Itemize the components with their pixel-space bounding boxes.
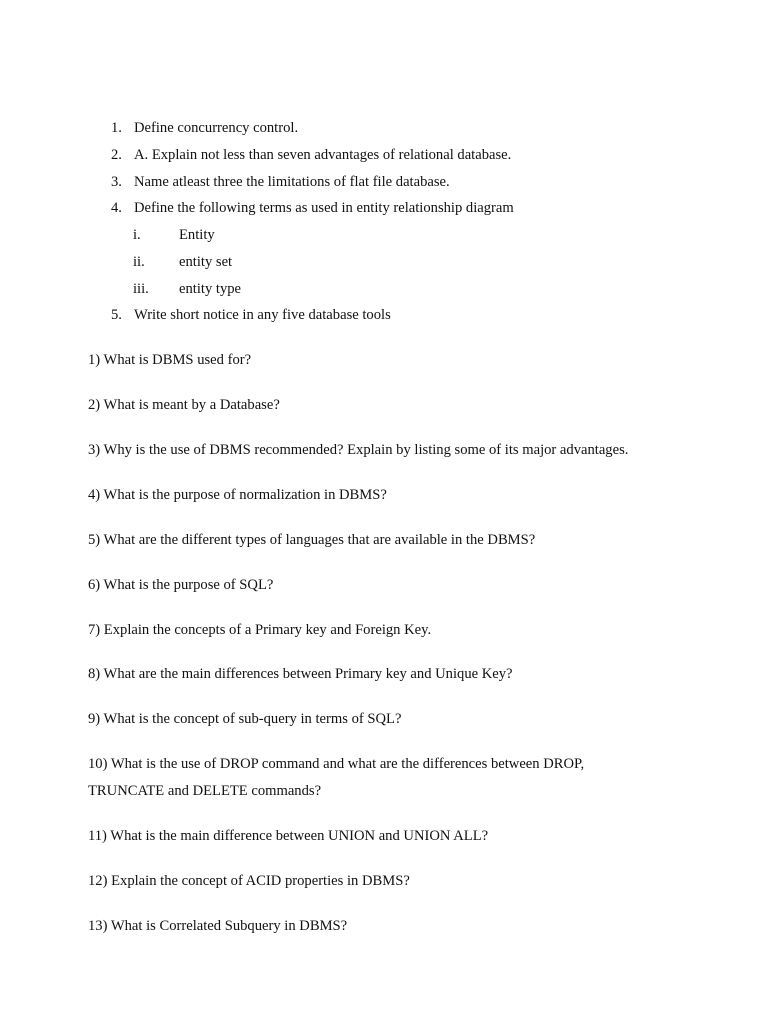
list-item-marker: 5. xyxy=(111,307,122,323)
list-item-text: Define concurrency control. xyxy=(134,120,299,136)
question-item: 9) What is the concept of sub-query in terms of SQL? xyxy=(88,711,402,727)
sub-list-marker: ii. xyxy=(133,254,145,270)
list-item-text: Write short notice in any five database tools xyxy=(134,307,391,323)
question-item: 2) What is meant by a Database? xyxy=(88,397,280,413)
question-item: 7) Explain the concepts of a Primary key and Foreign Key. xyxy=(88,622,432,638)
list-item-marker: 4. xyxy=(111,200,122,216)
question-item: 6) What is the purpose of SQL? xyxy=(88,577,274,593)
question-item: 13) What is Correlated Subquery in DBMS? xyxy=(88,918,348,934)
sub-list-text: entity set xyxy=(179,254,233,270)
question-item: 11) What is the main difference between UNION and UNION ALL? xyxy=(88,828,489,844)
sub-list-text: Entity xyxy=(179,227,215,243)
sub-list-text: entity type xyxy=(179,281,242,297)
question-item-continuation: TRUNCATE and DELETE commands? xyxy=(88,783,322,799)
list-item-marker: 3. xyxy=(111,174,122,190)
question-item: 5) What are the different types of languages that are available in the DBMS? xyxy=(88,532,536,548)
question-item: 8) What are the main differences between Primary key and Unique Key? xyxy=(88,666,513,682)
sub-list-marker: i. xyxy=(133,227,141,243)
question-item: 10) What is the use of DROP command and what are the differences between DROP, xyxy=(88,756,585,772)
question-item: 4) What is the purpose of normalization in DBMS? xyxy=(88,487,387,503)
question-item: 1) What is DBMS used for? xyxy=(88,352,252,368)
list-item-marker: 1. xyxy=(111,120,122,136)
question-item: 3) Why is the use of DBMS recommended? Explain by listing some of its major advantages. xyxy=(88,442,629,458)
sub-list-marker: iii. xyxy=(133,281,149,297)
list-item-text: Name atleast three the limitations of flat file database. xyxy=(134,174,450,190)
list-item-marker: 2. xyxy=(111,147,122,163)
list-item-text: Define the following terms as used in entity relationship diagram xyxy=(134,200,514,216)
question-item: 12) Explain the concept of ACID properties in DBMS? xyxy=(88,873,410,889)
list-item-text: A. Explain not less than seven advantages of relational database. xyxy=(134,147,512,163)
